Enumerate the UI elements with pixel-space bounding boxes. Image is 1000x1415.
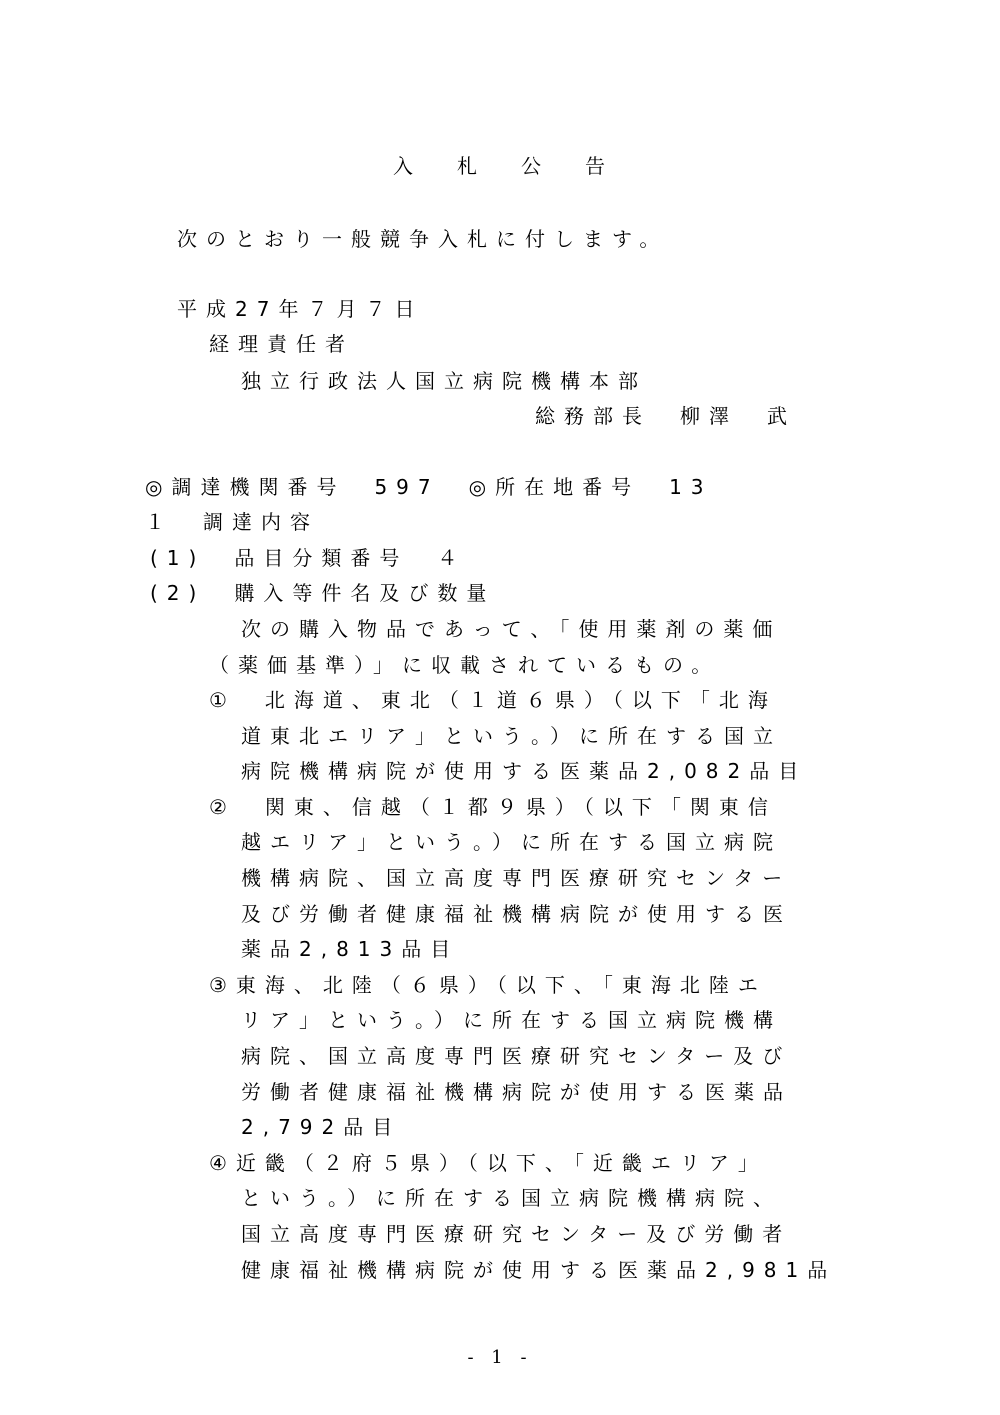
organization: 独立行政法人国立病院機構本部 [241, 369, 647, 393]
section-heading: １ 調達内容 [145, 510, 319, 534]
body-line: 国立高度専門医療研究センター及び労働者 [241, 1222, 792, 1246]
body-line: 道東北エリア」という。）に所在する国立 [241, 724, 782, 748]
item-1: (1) 品目分類番号 ４ [150, 546, 467, 570]
body-line: 労働者健康福祉機構病院が使用する医薬品 [241, 1080, 792, 1104]
body-line: ④近畿（２府５県）（以下、「近畿エリア」 [209, 1151, 767, 1175]
body-line: 病院機構病院が使用する医薬品2,082品目 [241, 759, 808, 783]
date: 平成27年７月７日 [177, 297, 424, 321]
body-line: 及び労働者健康福祉機構病院が使用する医 [241, 902, 792, 926]
body-line: 健康福祉機構病院が使用する医薬品2,981品 [241, 1258, 837, 1282]
agency-number-line: ◎調達機関番号 597 ◎所在地番号 13 [145, 475, 713, 499]
body-line: 次の購入物品であって、「使用薬剤の薬価 [241, 617, 782, 641]
document-title: 入札公告 [393, 154, 649, 178]
body-line: ③東海、北陸（６県）（以下、「東海北陸エ [209, 973, 767, 997]
body-line: （薬価基準）」に収載されているもの。 [209, 653, 721, 677]
intro-text: 次のとおり一般競争入札に付します。 [177, 227, 669, 251]
officer-name: 総務部長 柳澤 武 [535, 404, 796, 428]
body-line: ① 北海道、東北（１道６県）（以下「北海 [209, 688, 777, 712]
page-number: - 1 - [467, 1347, 533, 1368]
body-line: 病院、国立高度専門医療研究センター及び [241, 1044, 792, 1068]
body-line: 機構病院、国立高度専門医療研究センター [241, 866, 792, 890]
body-line: リア」という。）に所在する国立病院機構 [241, 1008, 782, 1032]
body-line: 2,792品目 [241, 1115, 402, 1139]
officer-title: 経理責任者 [209, 332, 354, 356]
body-line: 薬品2,813品目 [241, 937, 460, 961]
body-line: 越エリア」という。）に所在する国立病院 [241, 830, 782, 854]
body-line: ② 関東、信越（１都９県）（以下「関東信 [209, 795, 777, 819]
body-line: という。）に所在する国立病院機構病院、 [241, 1186, 782, 1210]
item-2: (2) 購入等件名及び数量 [150, 581, 496, 605]
